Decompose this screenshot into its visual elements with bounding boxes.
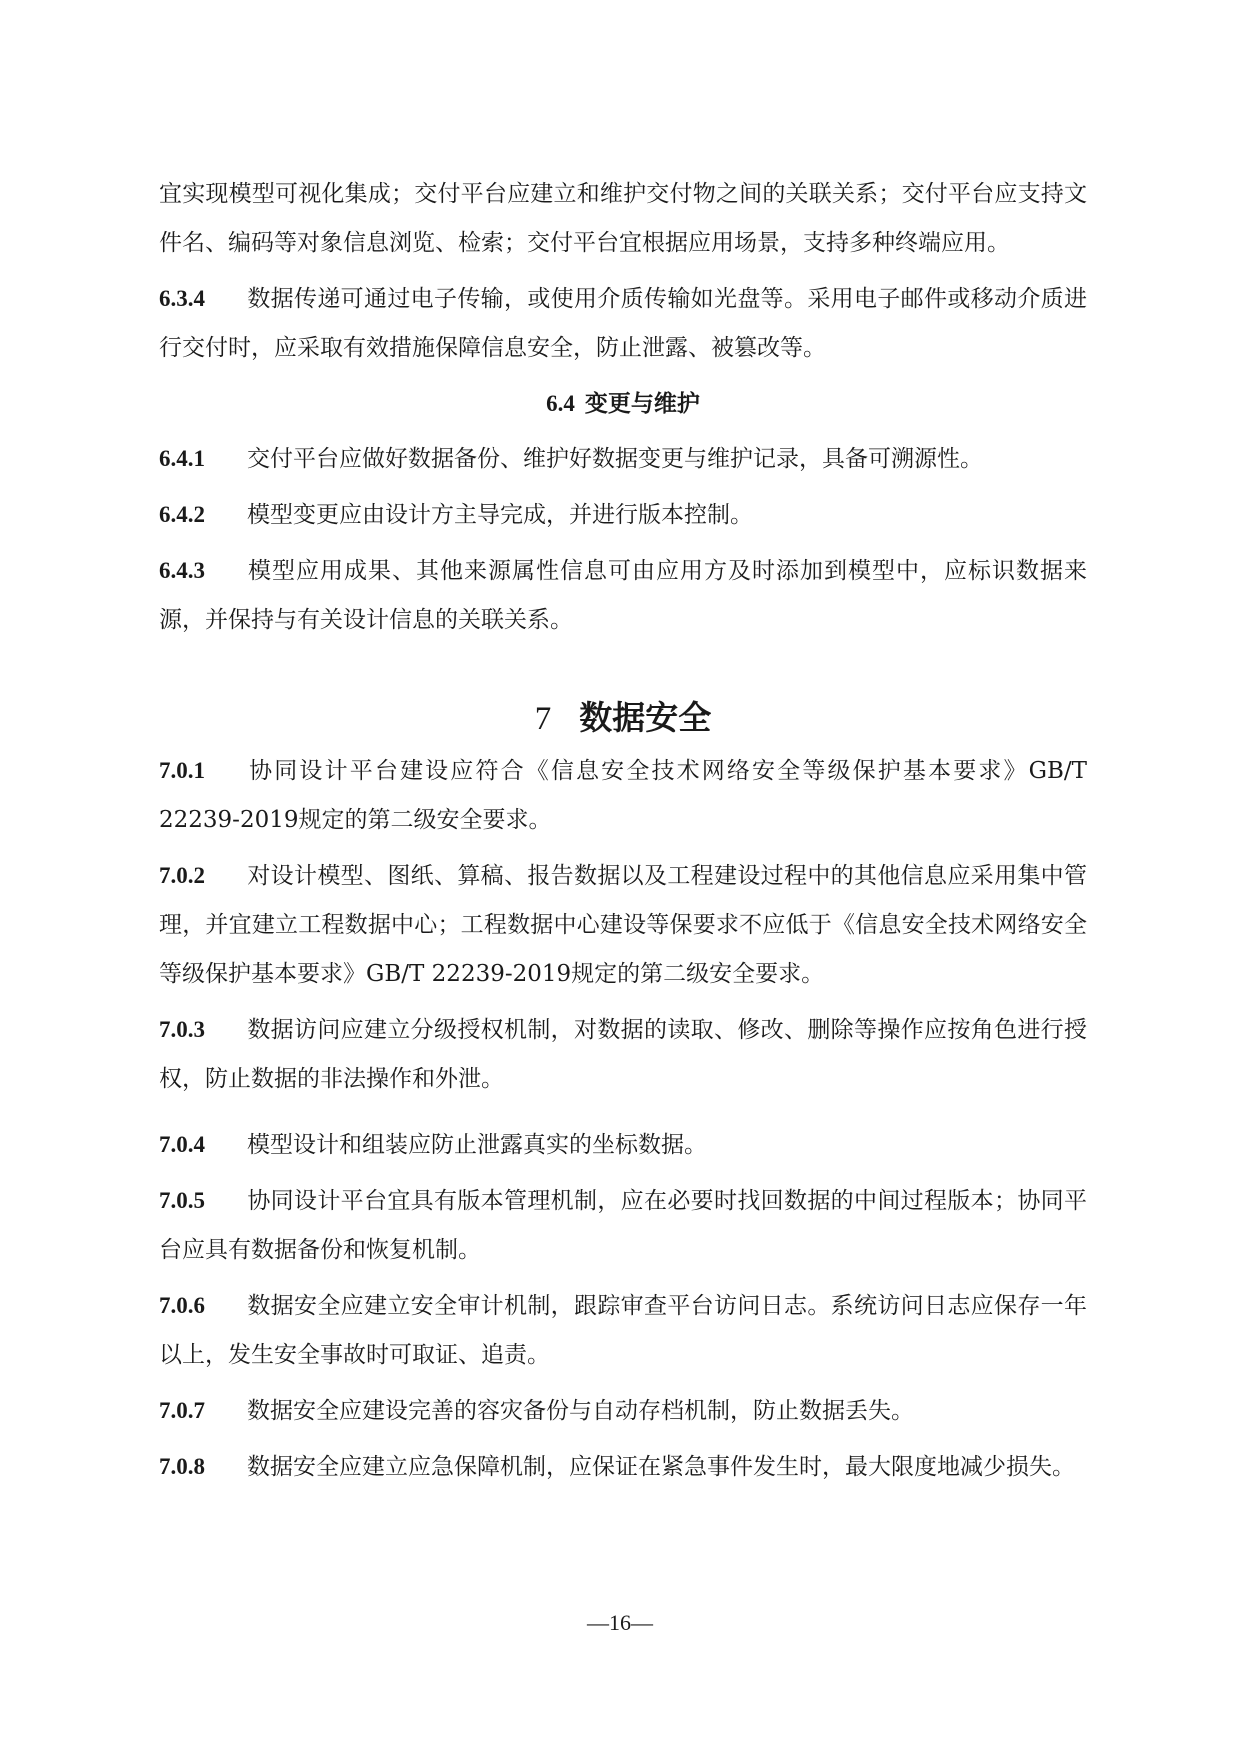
clause-number: 7.0.2	[159, 863, 205, 888]
document-body	[159, 170, 1087, 1498]
clause-number: 7.0.8	[159, 1454, 205, 1479]
clause-number: 6.3.4	[159, 286, 205, 311]
clause-7-0-2	[159, 851, 1087, 999]
clause-number: 7.0.5	[159, 1188, 205, 1213]
clause-text: 模型设计和组装应防止泄露真实的坐标数据。	[247, 1132, 707, 1158]
clause-text: 数据传递可通过电子传输，或使用介质传输如光盘等。采用电子邮件或移动介质进行交付时，应采取有效措施保障信息安全，防止泄露、被篡改等。	[159, 286, 1087, 361]
clause-text: 模型应用成果、其他来源属性信息可由应用方及时添加到模型中，应标识数据来源，并保持与有关设计信息的关联关系。	[159, 558, 1087, 633]
clause-number: 7.0.7	[159, 1398, 205, 1423]
clause-number: 6.4.1	[159, 446, 205, 471]
clause-7-0-8	[159, 1442, 1087, 1492]
clause-7-0-4	[159, 1120, 1087, 1170]
clause-6-4-3	[159, 546, 1087, 645]
clause-7-0-3	[159, 1005, 1087, 1104]
clause-text: 交付平台应做好数据备份、维护好数据变更与维护记录，具备可溯源性。	[247, 446, 983, 472]
clause-6-4-2	[159, 490, 1087, 540]
intro-paragraph: 宜实现模型可视化集成；交付平台应建立和维护交付物之间的关联关系；交付平台应支持文件名、编码等对象信息浏览、检索；交付平台宜根据应用场景，支持多种终端应用。	[159, 181, 1087, 256]
section-heading-6-4	[159, 379, 1087, 428]
section-title: 变更与维护	[584, 390, 700, 417]
clause-text: 数据安全应建设完善的容灾备份与自动存档机制，防止数据丢失。	[247, 1398, 914, 1424]
clause-6-3-4	[159, 274, 1087, 373]
clause-text: 数据安全应建立应急保障机制，应保证在紧急事件发生时，最大限度地减少损失。	[247, 1454, 1075, 1480]
clause-text: 协同设计平台宜具有版本管理机制，应在必要时找回数据的中间过程版本；协同平台应具有数据备份和恢复机制。	[159, 1188, 1087, 1263]
clause-7-0-1	[159, 746, 1087, 845]
chapter-title: 数据安全	[579, 698, 712, 737]
clause-number: 7.0.3	[159, 1017, 205, 1042]
clause-7-0-6	[159, 1281, 1087, 1380]
clause-text: 对设计模型、图纸、算稿、报告数据以及工程建设过程中的其他信息应采用集中管理，并宜建立工程数据中心；工程数据中心建设等保要求不应低于《信息安全技术网络安全等级保护基本要求》GB/T 22239-2019规定的第二级安全要求。	[159, 863, 1087, 987]
clause-6-4-1	[159, 434, 1087, 484]
section-number: 6.4	[546, 391, 575, 416]
clause-7-0-7	[159, 1386, 1087, 1436]
clause-text: 数据安全应建立安全审计机制，跟踪审查平台访问日志。系统访问日志应保存一年以上，发生安全事故时可取证、追责。	[159, 1293, 1087, 1368]
chapter-heading-7	[159, 693, 1087, 744]
clause-number: 7.0.6	[159, 1293, 205, 1318]
page-number: —16—	[587, 1610, 653, 1635]
chapter-number: 7	[534, 701, 552, 737]
clause-number: 7.0.4	[159, 1132, 205, 1157]
clause-text: 数据访问应建立分级授权机制，对数据的读取、修改、删除等操作应按角色进行授权，防止数据的非法操作和外泄。	[159, 1017, 1087, 1092]
clause-number: 6.4.3	[159, 558, 205, 583]
clause-text: 模型变更应由设计方主导完成，并进行版本控制。	[247, 502, 753, 528]
clause-number: 7.0.1	[159, 758, 205, 783]
clause-number: 6.4.2	[159, 502, 205, 527]
clause-text: 协同设计平台建设应符合《信息安全技术网络安全等级保护基本要求》GB/T 22239-2019规定的第二级安全要求。	[159, 758, 1087, 833]
clause-7-0-5	[159, 1176, 1087, 1275]
